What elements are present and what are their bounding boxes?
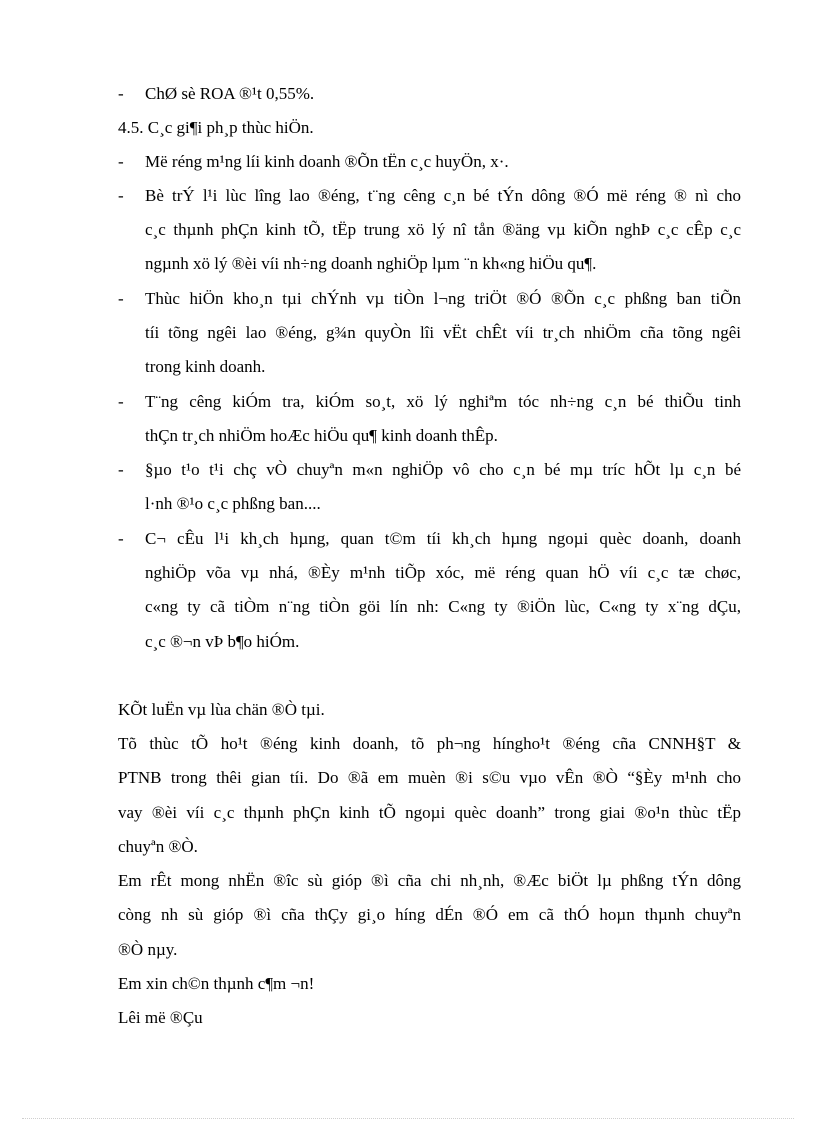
text-line: Bè trÝ l¹i lùc lîng lao ®éng, t¨ng cêng c¸n bé tÝn dông ®Ó më réng ® nì cho [145,186,741,205]
text-line: c«ng ty cã tiÒm n¨ng tiÒn göi lín nh: C«ng ty ®iÖn lùc, C«ng ty x¨ng dÇu, [145,597,741,616]
text-line: c¸c ®¬n vÞ b¶o hiÓm. [145,632,300,651]
text-line: thÇn tr¸ch nhiÖm hoÆc hiÖu qu¶ kinh doanh thÊp. [145,426,498,445]
text-line: Thùc hiÖn kho¸n tµi chÝnh vµ tiÒn l¬ng triÖt ®Ó ®Õn c¸c phßng ban tiÕn [145,289,741,308]
paragraph-line: còng nh sù gióp ®ì cña thÇy gi¸o híng dÉn ®Ó em cã thÓ hoµn thµnh chuyªn [118,905,741,924]
text-line: ChØ sè ROA ®¹t 0,55%. [145,84,315,103]
paragraph-line: ®Ò nµy. [118,940,178,959]
paragraph-line: PTNB trong thêi gian tíi. Do ®ã em muèn ®i s©u vµo vÊn ®Ò “§Èy m¹nh cho [118,768,741,787]
text-line: l·nh ®¹o c¸c phßng ban.... [145,494,321,513]
paragraph-line: Tõ thùc tÕ ho¹t ®éng kinh doanh, tõ ph¬ng híngho¹t ®éng cña CNNH§T & [118,734,741,753]
list-bullet: - [118,529,124,548]
paragraph-line: vay ®èi víi c¸c thµnh phÇn kinh tÕ ngoµi quèc doanh” trong giai ®o¹n thùc tËp [118,803,741,822]
list-bullet: - [118,152,124,171]
list-bullet: - [118,186,124,205]
text-line: ngµnh xö lý ®èi víi nh÷ng doanh nghiÖp lµm ¨n kh«ng hiÖu qu¶. [145,254,597,273]
text-line: tíi tõng ngêi lao ®éng, g¾n quyÒn lîi vËt chÊt víi tr¸ch nhiÖm cña tõng ngêi [145,323,741,342]
text-line: trong kinh doanh. [145,357,266,376]
list-bullet: - [118,84,124,103]
text-line: C¬ cÊu l¹i kh¸ch hµng, quan t©m tíi kh¸ch hµng ngoµi quèc doanh, doanh [145,529,741,548]
conclusion-heading: KÕt luËn vµ lùa chän ®Ò tµi. [118,700,325,719]
text-line: nghiÖp võa vµ nhá, ®Èy m¹nh tiÕp xóc, më réng quan hÖ víi c¸c tæ chøc, [145,563,741,582]
text-line: Më réng m¹ng líi kinh doanh ®Õn tËn c¸c huyÖn, x·. [145,152,509,171]
text-line: T¨ng cêng kiÓm tra, kiÓm so¸t, xö lý nghiªm tóc nh÷ng c¸n bé thiÕu tinh [145,392,741,411]
list-bullet: - [118,289,124,308]
thanks-line: Em xin ch©n thµnh c¶m ¬n! [118,974,315,993]
text-line: §µo t¹o t¹i chç vÒ chuyªn m«n nghiÖp vô cho c¸n bé mµ tríc hÕt lµ c¸n bé [145,460,741,479]
section-heading: 4.5. C¸c gi¶i ph¸p thùc hiÖn. [118,118,314,137]
preface-title: Lêi më ®Çu [118,1008,203,1027]
list-bullet: - [118,392,124,411]
paragraph-line: chuyªn ®Ò. [118,837,198,856]
page-bottom-rule [22,1118,794,1119]
paragraph-line: Em rÊt mong nhËn ®îc sù gióp ®ì cña chi nh¸nh, ®Æc biÖt lµ phßng tÝn dông [118,871,741,890]
text-line: c¸c thµnh phÇn kinh tÕ, tËp trung xö lý nî tån ®äng vµ kiÕn nghÞ c¸c cÊp c¸c [145,220,741,239]
list-bullet: - [118,460,124,479]
